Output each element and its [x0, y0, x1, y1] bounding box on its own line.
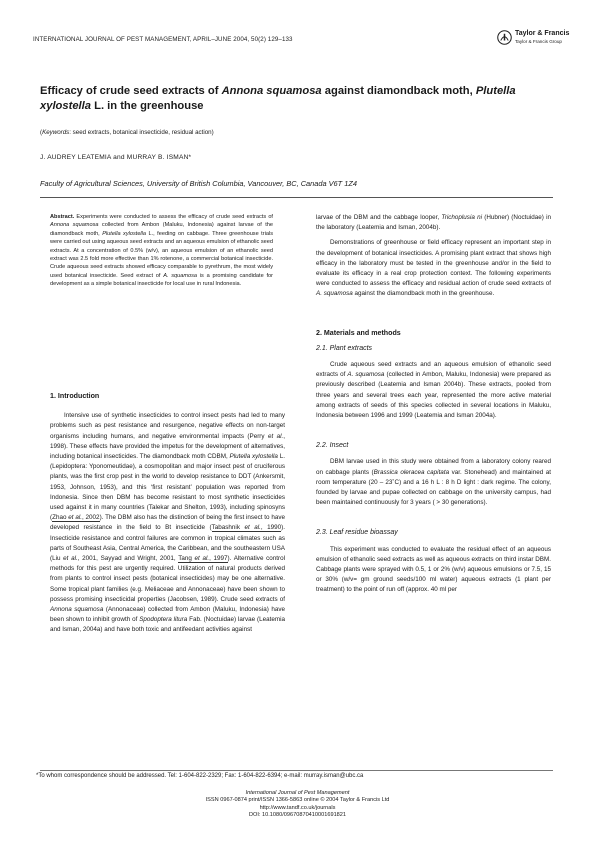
intro-paragraph-demonstrations: Demonstrations of greenhouse or field efficacy represent an important step in the development of botanical insecticides. A promising plant extract that shows high efficacy in the laboratory must be tested in the greenhouse and/or in the field to evaluate its efficacy in a real crop protection context. The following experiments were conducted to assess the efficacy and residual action of crude seed extracts of A. squamosa against the diamondback moth in the greenhouse.: [316, 239, 551, 298]
header-divider: [40, 197, 553, 198]
correspondence-footnote: *To whom correspondence should be addressed. Tel: 1-604-822-2329; Fax: 1-604-822-6394; e-mail: murray.isman@ubc.ca: [36, 773, 364, 779]
keywords: (Keywords: seed extracts, botanical insecticide, residual action): [40, 129, 214, 136]
citation-link-zhao[interactable]: Zhao et al., 2002: [52, 514, 100, 522]
footer-issn: ISSN 0967-0874 print/ISSN 1366-5863 online © 2004 Taylor & Francis Ltd: [205, 797, 390, 804]
publisher-name: Taylor & Francis: [515, 30, 570, 37]
citation-link-tang[interactable]: Tang et al., 1997: [178, 555, 228, 563]
right-column: [316, 213, 551, 596]
introduction-section: [50, 391, 285, 636]
subsection-heading-plant-extracts: 2.1. Plant extracts: [316, 344, 373, 352]
section-heading-materials: 2. Materials and methods: [316, 328, 401, 337]
footer-doi: DOI: 10.1080/09670870410001691821: [248, 811, 347, 818]
footer-journal-name: International Journal of Pest Management: [245, 790, 350, 796]
subsection-heading-insect: 2.2. Insect: [316, 442, 349, 450]
subsection-heading-leaf-residue: 2.3. Leaf residue bioassay: [316, 529, 398, 537]
leaf-residue-text: This experiment was conducted to evaluate the residual effect of an aqueous emulsion of ethanolic seed extracts as well as aqueous extracts on third instar DBM. Cabbage plants were sprayed with 0.5, 1 or 2% (w/v) aqueous emulsions or 7.5, 15 or 30% (w/v= gm ground seeds/100 ml water) aqueous extracts (1 plant per treatment) to the point of run off (approx. 40 ml per: [316, 545, 551, 594]
footer-url[interactable]: http://www.tandf.co.uk/journals: [259, 804, 336, 811]
introduction-text: Intensive use of synthetic insecticides to control insect pests had led to many problems such as pest resistance and resurgence, negative effects on non-target organisms including humans, and negative environmental impacts (Perry et al., 1998). These effects have provided the impetus for the development of alternatives, including botanical insecticides. The diamondback moth CDBM, Plutella xylostella L. (Lepidoptera: Yponomeutidae), a cosmopolitan and major insect pest of cruciferous plants, was the first crop pest in the world to develop resistance to DDT (Ankersmit, 1953, Johnson, 1953), and this ‘first resistant’ population was reported from Indonesia. Since then DBM has become resistant to most synthetic insecticides used against it in many countries (Talekar and Shelton, 1993), including spinosyns (Zhao et al., 2002). The DBM also has the distinction of being the first insect to have developed resistance in the field to Bt insecticide (Tabashnik et al., 1990). Insecticide resistance and control failures are common in tropical climates such as parts of Southeast Asia, Central America, the Caribbean, and the southeastern USA (Liu et al., 2001, Sayyad and Wright, 2001, Tang et al., 1997). Alternative control methods for this pest are urgently required. Utilization of natural products derived from plants to control insect pests (botanical insecticides) may be one alternative. Some tropical plant families (e.g. Meliaceae and Annonaceae) have been shown to possess promising insecticidal properties (Jacobsen, 1989). Crude seed extracts of Annona squamosa (Annonaceae) collected from Ambon (Maluku, Indonesia) have been shown to inhibit growth of Spodoptera litura Fab. (Noctuidae) larvae (Leatemia and Isman, 2004a) and have both toxic and antifeedant activities against: [50, 412, 286, 634]
citation-link-tabashnik[interactable]: Tabashnik et al., 1990: [211, 524, 282, 532]
intro-continuation: larvae of the DBM and the cabbage looper, Trichoplusia ni (Hubner) (Noctuidae) in the laboratory (Leatemia and Isman, 2004b).: [316, 214, 551, 232]
plant-extracts-text: Crude aqueous seed extracts and an aqueous emulsion of ethanolic seed extracts of A. squamosa (collected in Ambon, Maluku, Indonesia) were prepared as previously described (Leatemia and Isman 2004b). These extracts, pooled from three years and several trees each year, represented the more active material among extracts of seeds of this species collected in several locations in Maluku, Indonesia between 1996 and 1999 (Leatemia and Isman 2004a).: [316, 361, 551, 420]
article-title: Efficacy of crude seed extracts of Annona squamosa against diamondback moth, Plutella xylostella L. in the greenhouse: [40, 85, 516, 112]
insect-text: DBM larvae used in this study were obtained from a laboratory colony reared on cabbage plants (Brassica oleracea capitata var. Stonehead) and maintained at room temperature (20 – 23˚C) and a 16 h L : 8 h D light : dark regime. The colony, founded by larvae and pupae collected on cabbage on the university campus, had been maintained continuously for 3 years ( > 30 generations).: [316, 458, 551, 507]
publisher-logo-block: [497, 26, 570, 52]
authors: J. AUDREY LEATEMIA and MURRAY B. ISMAN*: [40, 154, 192, 161]
affiliation: Faculty of Agricultural Sciences, University of British Columbia, Vancouver, BC, Canada V6T 1Z4: [40, 179, 357, 188]
footnote-divider: [40, 770, 553, 771]
journal-footer: [0, 790, 595, 819]
taylor-francis-logo-icon: [497, 30, 512, 45]
section-heading-introduction: 1. Introduction: [50, 392, 100, 400]
abstract: Abstract. Experiments were conducted to assess the efficacy of crude seed extracts of Annona squamosa collected from Ambon (Maluku, Indonesia) against larvae of the diamondback moth, Plutella xylostella L., feeding on cabbage. Three greenhouse trials were carried out using aqueous seed extracts and an aqueous emulsion of ethanolic seed extracts. At a concentration of 0.5% (w/v), an aqueous emulsion of an ethanolic seed extract was 2.5 fold more effective than 1% rotenone, a commercial botanical insecticide. Crude aqueous seed extracts showed efficacy comparable to pyrethrum, the most widely used botanical insecticide. Seed extract of A. squamosa is a promising candidate for development as a simple botanical insecticide for local use in rural Indonesia.: [50, 214, 274, 288]
journal-citation: INTERNATIONAL JOURNAL OF PEST MANAGEMENT, APRIL–JUNE 2004, 50(2) 129–133: [33, 36, 293, 43]
publisher-group: Taylor & Francis Group: [515, 39, 562, 44]
